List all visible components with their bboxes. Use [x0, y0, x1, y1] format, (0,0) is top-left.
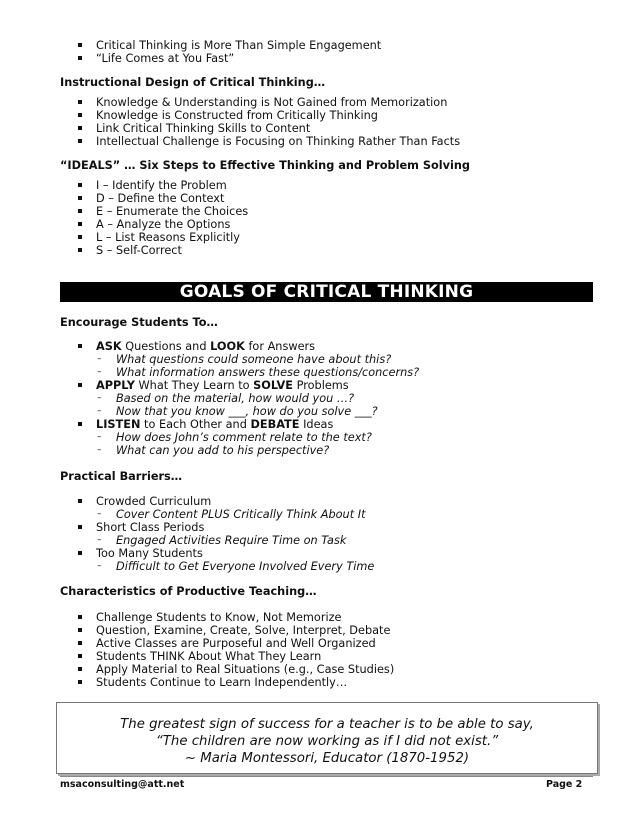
list-item: I – Identify the Problem — [60, 179, 248, 192]
item-text: Ideas — [299, 418, 334, 431]
list-item: Link Critical Thinking Skills to Content — [60, 122, 460, 135]
list-item: L – List Reasons Explicitly — [60, 231, 248, 244]
sub-item: – Engaged Activities Require Time on Task — [96, 534, 374, 547]
list-item: S – Self-Correct — [60, 244, 248, 257]
list-item: Intellectual Challenge is Focusing on Thinking Rather Than Facts — [60, 135, 460, 148]
emphasis-word: LOOK — [210, 340, 245, 353]
instructional-list — [60, 96, 460, 148]
item-text: to Each Other and — [140, 418, 251, 431]
item-text: Short Class Periods — [96, 521, 205, 534]
list-item: Critical Thinking is More Than Simple Engagement — [60, 39, 381, 52]
sub-item: – How does John’s comment relate to the text? — [96, 431, 419, 444]
instructional-heading: Instructional Design of Critical Thinking… — [60, 76, 326, 89]
encourage-heading: Encourage Students To… — [60, 316, 218, 329]
footer-divider — [60, 776, 593, 777]
list-item: A – Analyze the Options — [60, 218, 248, 231]
list-item: “Life Comes at You Fast” — [60, 52, 381, 65]
sub-list — [96, 534, 374, 547]
list-item: Students Continue to Learn Independently… — [60, 676, 394, 689]
list-item — [60, 521, 374, 547]
list-item — [60, 379, 419, 418]
list-item: Challenge Students to Know, Not Memorize — [60, 611, 394, 624]
list-item: Question, Examine, Create, Solve, Interpret, Debate — [60, 624, 394, 637]
sub-list — [96, 392, 419, 418]
list-item: E – Enumerate the Choices — [60, 205, 248, 218]
encourage-list — [60, 340, 419, 457]
item-text: Too Many Students — [96, 547, 203, 560]
quote-attribution: ~ Maria Montessori, Educator (1870-1952) — [184, 751, 470, 766]
page-number: Page 2 — [546, 779, 583, 790]
list-item: Active Classes are Purposeful and Well Organized — [60, 637, 394, 650]
item-text: Questions and — [121, 340, 211, 353]
list-item — [60, 495, 374, 521]
sub-item: – What information answers these questions/concerns? — [96, 366, 419, 379]
emphasis-word: ASK — [96, 340, 122, 353]
list-item — [60, 547, 374, 573]
section-banner: GOALS OF CRITICAL THINKING — [60, 282, 593, 302]
item-text: Problems — [293, 379, 349, 392]
sub-item: – Difficult to Get Everyone Involved Every Time — [96, 560, 374, 573]
intro-list — [60, 39, 381, 65]
list-item: Students THINK About What They Learn — [60, 650, 394, 663]
list-item: Knowledge is Constructed from Critically Thinking — [60, 109, 460, 122]
sub-item: – Cover Content PLUS Critically Think About It — [96, 508, 374, 521]
characteristics-heading: Characteristics of Productive Teaching… — [60, 585, 317, 598]
barriers-heading: Practical Barriers… — [60, 470, 183, 483]
quote-line: The greatest sign of success for a teacher is to be able to say, — [120, 717, 534, 732]
list-item: Apply Material to Real Situations (e.g., Case Studies) — [60, 663, 394, 676]
sub-list — [96, 560, 374, 573]
sub-item: – Now that you know ___, how do you solve ___? — [96, 405, 419, 418]
item-text: What They Learn to — [134, 379, 254, 392]
emphasis-word: LISTEN — [96, 418, 141, 431]
ideals-heading: “IDEALS” … Six Steps to Effective Thinking and Problem Solving — [60, 159, 470, 172]
ideals-list — [60, 179, 248, 257]
sub-list — [96, 431, 419, 457]
quote-line: “The children are now working as if I did not exist.” — [155, 734, 499, 749]
emphasis-word: APPLY — [96, 379, 135, 392]
quote-box — [56, 702, 598, 774]
sub-item: – Based on the material, how would you …? — [96, 392, 419, 405]
footer-email: msaconsulting@att.net — [60, 779, 185, 790]
sub-item: – What questions could someone have about this? — [96, 353, 419, 366]
item-text: for Answers — [244, 340, 316, 353]
sub-item: – What can you add to his perspective? — [96, 444, 419, 457]
emphasis-word: SOLVE — [253, 379, 294, 392]
list-item: Knowledge & Understanding is Not Gained from Memorization — [60, 96, 460, 109]
item-text: Crowded Curriculum — [96, 495, 212, 508]
sub-list — [96, 508, 374, 521]
characteristics-list — [60, 611, 394, 689]
emphasis-word: DEBATE — [250, 418, 300, 431]
barriers-list — [60, 495, 374, 573]
sub-list — [96, 353, 419, 379]
list-item: D – Define the Context — [60, 192, 248, 205]
list-item — [60, 340, 419, 379]
list-item — [60, 418, 419, 457]
